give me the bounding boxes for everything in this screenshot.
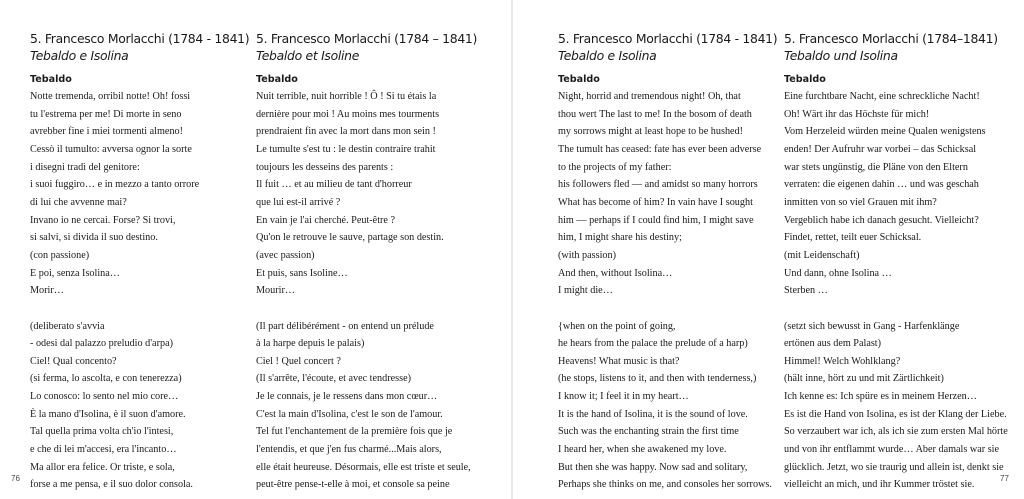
verse-line: C'est la main d'Isolina, c'est le son de l'amour. — [256, 408, 443, 420]
verse-line: que lui est-il arrivé ? — [256, 196, 341, 208]
stanza-gap — [784, 300, 998, 318]
verse-line: Tal quella prima volta ch'io l'intesi, — [30, 426, 174, 438]
verse-line: - odesi dal palazzo preludio d'arpa) — [30, 338, 173, 350]
verse-line: (mit Leidenschaft) — [784, 249, 860, 261]
verse-lines — [30, 88, 244, 494]
verse-line: Such was the enchanting strain the first time — [558, 426, 739, 438]
verse-line: tu l'estrema per me! Di morte in seno — [30, 108, 182, 120]
stanza-gap — [558, 300, 772, 318]
verse-line: his followers fled — and amidst so many horrors — [558, 179, 758, 191]
column-heading: 5. Francesco Morlacchi (1784 – 1841) — [256, 31, 478, 46]
verse-line: forse a me pensa, e il suo dolor consola. — [30, 479, 193, 491]
verse-line: Mourir… — [256, 285, 296, 297]
verse-line: Himmel! Welch Wohlklang? — [784, 355, 901, 367]
verse-line: Et puis, sans Isoline… — [256, 267, 348, 279]
verse-line: Findet, rettet, teilt euer Schicksal. — [784, 232, 922, 244]
verse-line: It is the hand of Isolina, it is the sound of love. — [558, 408, 748, 420]
stanza-gap — [256, 300, 470, 318]
verse-line: I know it; I feel it in my heart… — [558, 391, 689, 403]
verse-line: (si ferma, lo ascolta, e con tenerezza) — [30, 373, 182, 385]
verse-line: Ich kenne es: Ich spüre es in meinem Herzen… — [784, 391, 977, 403]
column-italian — [30, 30, 250, 494]
column-heading: 5. Francesco Morlacchi (1784 - 1841) — [558, 31, 778, 46]
verse-line: dernière pour moi ! Au moins mes tourments — [256, 108, 440, 120]
verse-line: vielleicht an mich, und ihr Kummer tröstet sie. — [784, 479, 975, 491]
verse-line: him — perhaps if I could find him, I might save — [558, 214, 754, 226]
verse-line: si salvi, si divida il suo destino. — [30, 232, 158, 244]
verse-line: verraten: die eigenen dahin … und was geschah — [784, 179, 979, 191]
verse-line: Sterben … — [784, 285, 828, 297]
page-number-left: 76 — [11, 474, 20, 483]
verse-line: ertönen aus dem Palast) — [784, 338, 882, 350]
verse-line: But then she was happy. Now sad and solitary, — [558, 461, 748, 473]
verse-line: à la harpe depuis le palais) — [256, 338, 365, 350]
verse-line: e che di lei m'accesi, era l'incanto… — [30, 444, 177, 456]
speaker-name: Tebaldo — [256, 74, 298, 85]
verse-line: (with passion) — [558, 249, 617, 261]
verse-line: (Il s'arrête, l'écoute, et avec tendresse) — [256, 373, 411, 385]
verse-line: enden! Der Aufruhr war vorbei – das Schicksal — [784, 143, 977, 155]
verse-line: (hält inne, hört zu und mit Zärtlichkeit) — [784, 373, 944, 385]
verse-line: Tel fut l'enchantement de la première fois que je — [256, 426, 453, 438]
verse-line: Ciel ! Quel concert ? — [256, 355, 341, 367]
verse-line: Oh! Wärt ihr das Höchste für mich! — [784, 108, 930, 120]
verse-line: {when on the point of going, — [558, 320, 676, 332]
stanza-gap — [30, 300, 244, 318]
verse-line: to the projects of my father: — [558, 161, 672, 173]
verse-line: Ciel! Qual concento? — [30, 355, 117, 367]
verse-line: I might die… — [558, 285, 613, 297]
verse-line: Invano io ne cercai. Forse? Si trovi, — [30, 214, 176, 226]
verse-line: So verzaubert war ich, als ich sie zum ersten Mal hörte — [784, 426, 1008, 438]
verse-line: Vom Herzeleid würden meine Qualen wenigstens — [784, 126, 986, 138]
verse-line: Qu'on le retrouve le sauve, partage son destin. — [256, 232, 444, 244]
verse-line: Morir… — [30, 285, 64, 297]
verse-line: E poi, senza Isolina… — [30, 267, 120, 279]
verse-line: he hears from the palace the prelude of a harp) — [558, 338, 748, 350]
verse-line: i disegni tradì del genitore: — [30, 161, 140, 173]
verse-line: Vergeblich habe ich danach gesucht. Vielleicht? — [784, 214, 979, 226]
verse-line: And then, without Isolina… — [558, 267, 673, 279]
verse-line: Und dann, ohne Isolina … — [784, 267, 892, 279]
verse-line: (he stops, listens to it, and then with tenderness,) — [558, 373, 757, 385]
column-subtitle: Tebaldo et Isoline — [256, 48, 360, 63]
column-subtitle: Tebaldo und Isolina — [784, 48, 898, 63]
verse-line: prendraient fin avec la mort dans mon sein ! — [256, 126, 436, 138]
verse-line: The tumult has ceased: fate has ever been adverse — [558, 143, 762, 155]
column-heading: 5. Francesco Morlacchi (1784–1841) — [784, 31, 998, 46]
verse-line: Es ist die Hand von Isolina, es ist der Klang der Liebe. — [784, 408, 1007, 420]
verse-line: Lo conosco: lo sento nel mio core… — [30, 391, 179, 403]
verse-line: I heard her, when she awakened my love. — [558, 444, 727, 456]
verse-line: l'entendis, et que j'en fus charmé...Mais alors, — [256, 444, 442, 456]
verse-line: What has become of him? In vain have I sought — [558, 196, 753, 208]
verse-line: È la mano d'Isolina, è il suon d'amore. — [30, 408, 186, 420]
verse-line: my sorrows might at least hope to be hushed! — [558, 126, 744, 138]
verse-line: (con passione) — [30, 249, 90, 261]
verse-line: (avec passion) — [256, 249, 315, 261]
verse-line: him, I might share his destiny; — [558, 232, 682, 244]
verse-line: (deliberato s'avvia — [30, 320, 105, 332]
column-french — [256, 30, 478, 494]
verse-line: (setzt sich bewusst in Gang - Harfenklänge — [784, 320, 960, 332]
verse-line: peut-être pense-t-elle à moi, et console sa peine — [256, 479, 450, 491]
verse-line: toujours les desseins des parents : — [256, 161, 394, 173]
verse-line: Notte tremenda, orribil notte! Oh! fossi — [30, 91, 191, 102]
verse-line: Il fuit … et au milieu de tant d'horreur — [256, 179, 412, 191]
verse-line: i suoi fuggiro… e in mezzo a tanto orrore — [30, 179, 200, 191]
spread-gutter — [511, 0, 513, 499]
verse-line: Je le connais, je le ressens dans mon cœur… — [256, 391, 438, 403]
verse-line: Eine furchtbare Nacht, eine schreckliche Nacht! — [784, 91, 980, 102]
verse-line: Cessò il tumulto: avversa ognor la sorte — [30, 143, 192, 155]
verse-line: En vain je l'ai cherché. Peut-être ? — [256, 214, 396, 226]
verse-line: Night, horrid and tremendous night! Oh, that — [558, 91, 741, 102]
verse-line: Le tumulte s'est tu : le destin contraire trahit — [256, 143, 436, 155]
column-subtitle: Tebaldo e Isolina — [558, 48, 657, 63]
speaker-name: Tebaldo — [558, 74, 600, 85]
column-english — [558, 30, 778, 494]
verse-line: war stets ungünstig, die Pläne von den Eltern — [784, 161, 968, 173]
verse-line: inmitten von so viel Grauen mit ihm? — [784, 196, 937, 208]
verse-line: thou wert The last to me! In the bosom of death — [558, 108, 752, 120]
verse-line: (Il part délibérément - on entend un prélude — [256, 320, 434, 332]
verse-line: Ma allor era felice. Or triste, e sola, — [30, 461, 175, 473]
verse-lines — [558, 88, 772, 494]
verse-lines — [256, 88, 470, 494]
speaker-name: Tebaldo — [30, 74, 72, 85]
verse-line: Nuit terrible, nuit horrible ! Ô ! Si tu étais la — [256, 91, 437, 102]
verse-line: avrebber fine i miei tormenti almeno! — [30, 126, 184, 138]
speaker-name: Tebaldo — [784, 74, 826, 85]
verse-line: elle était heureuse. Désormais, elle est triste et seule, — [256, 461, 471, 473]
column-heading: 5. Francesco Morlacchi (1784 - 1841) — [30, 31, 250, 46]
verse-line: Perhaps she thinks on me, and consoles her sorrows. — [558, 479, 772, 491]
page-number-right: 77 — [1000, 474, 1009, 483]
verse-line: di lui che avvenne mai? — [30, 196, 127, 208]
verse-line: Heavens! What music is that? — [558, 355, 680, 367]
column-subtitle: Tebaldo e Isolina — [30, 48, 129, 63]
verse-line: glücklich. Jetzt, wo sie traurig und allein ist, denkt sie — [784, 461, 1004, 473]
verse-line: und von ihr entflammt wurde… Aber damals war sie — [784, 444, 1000, 456]
